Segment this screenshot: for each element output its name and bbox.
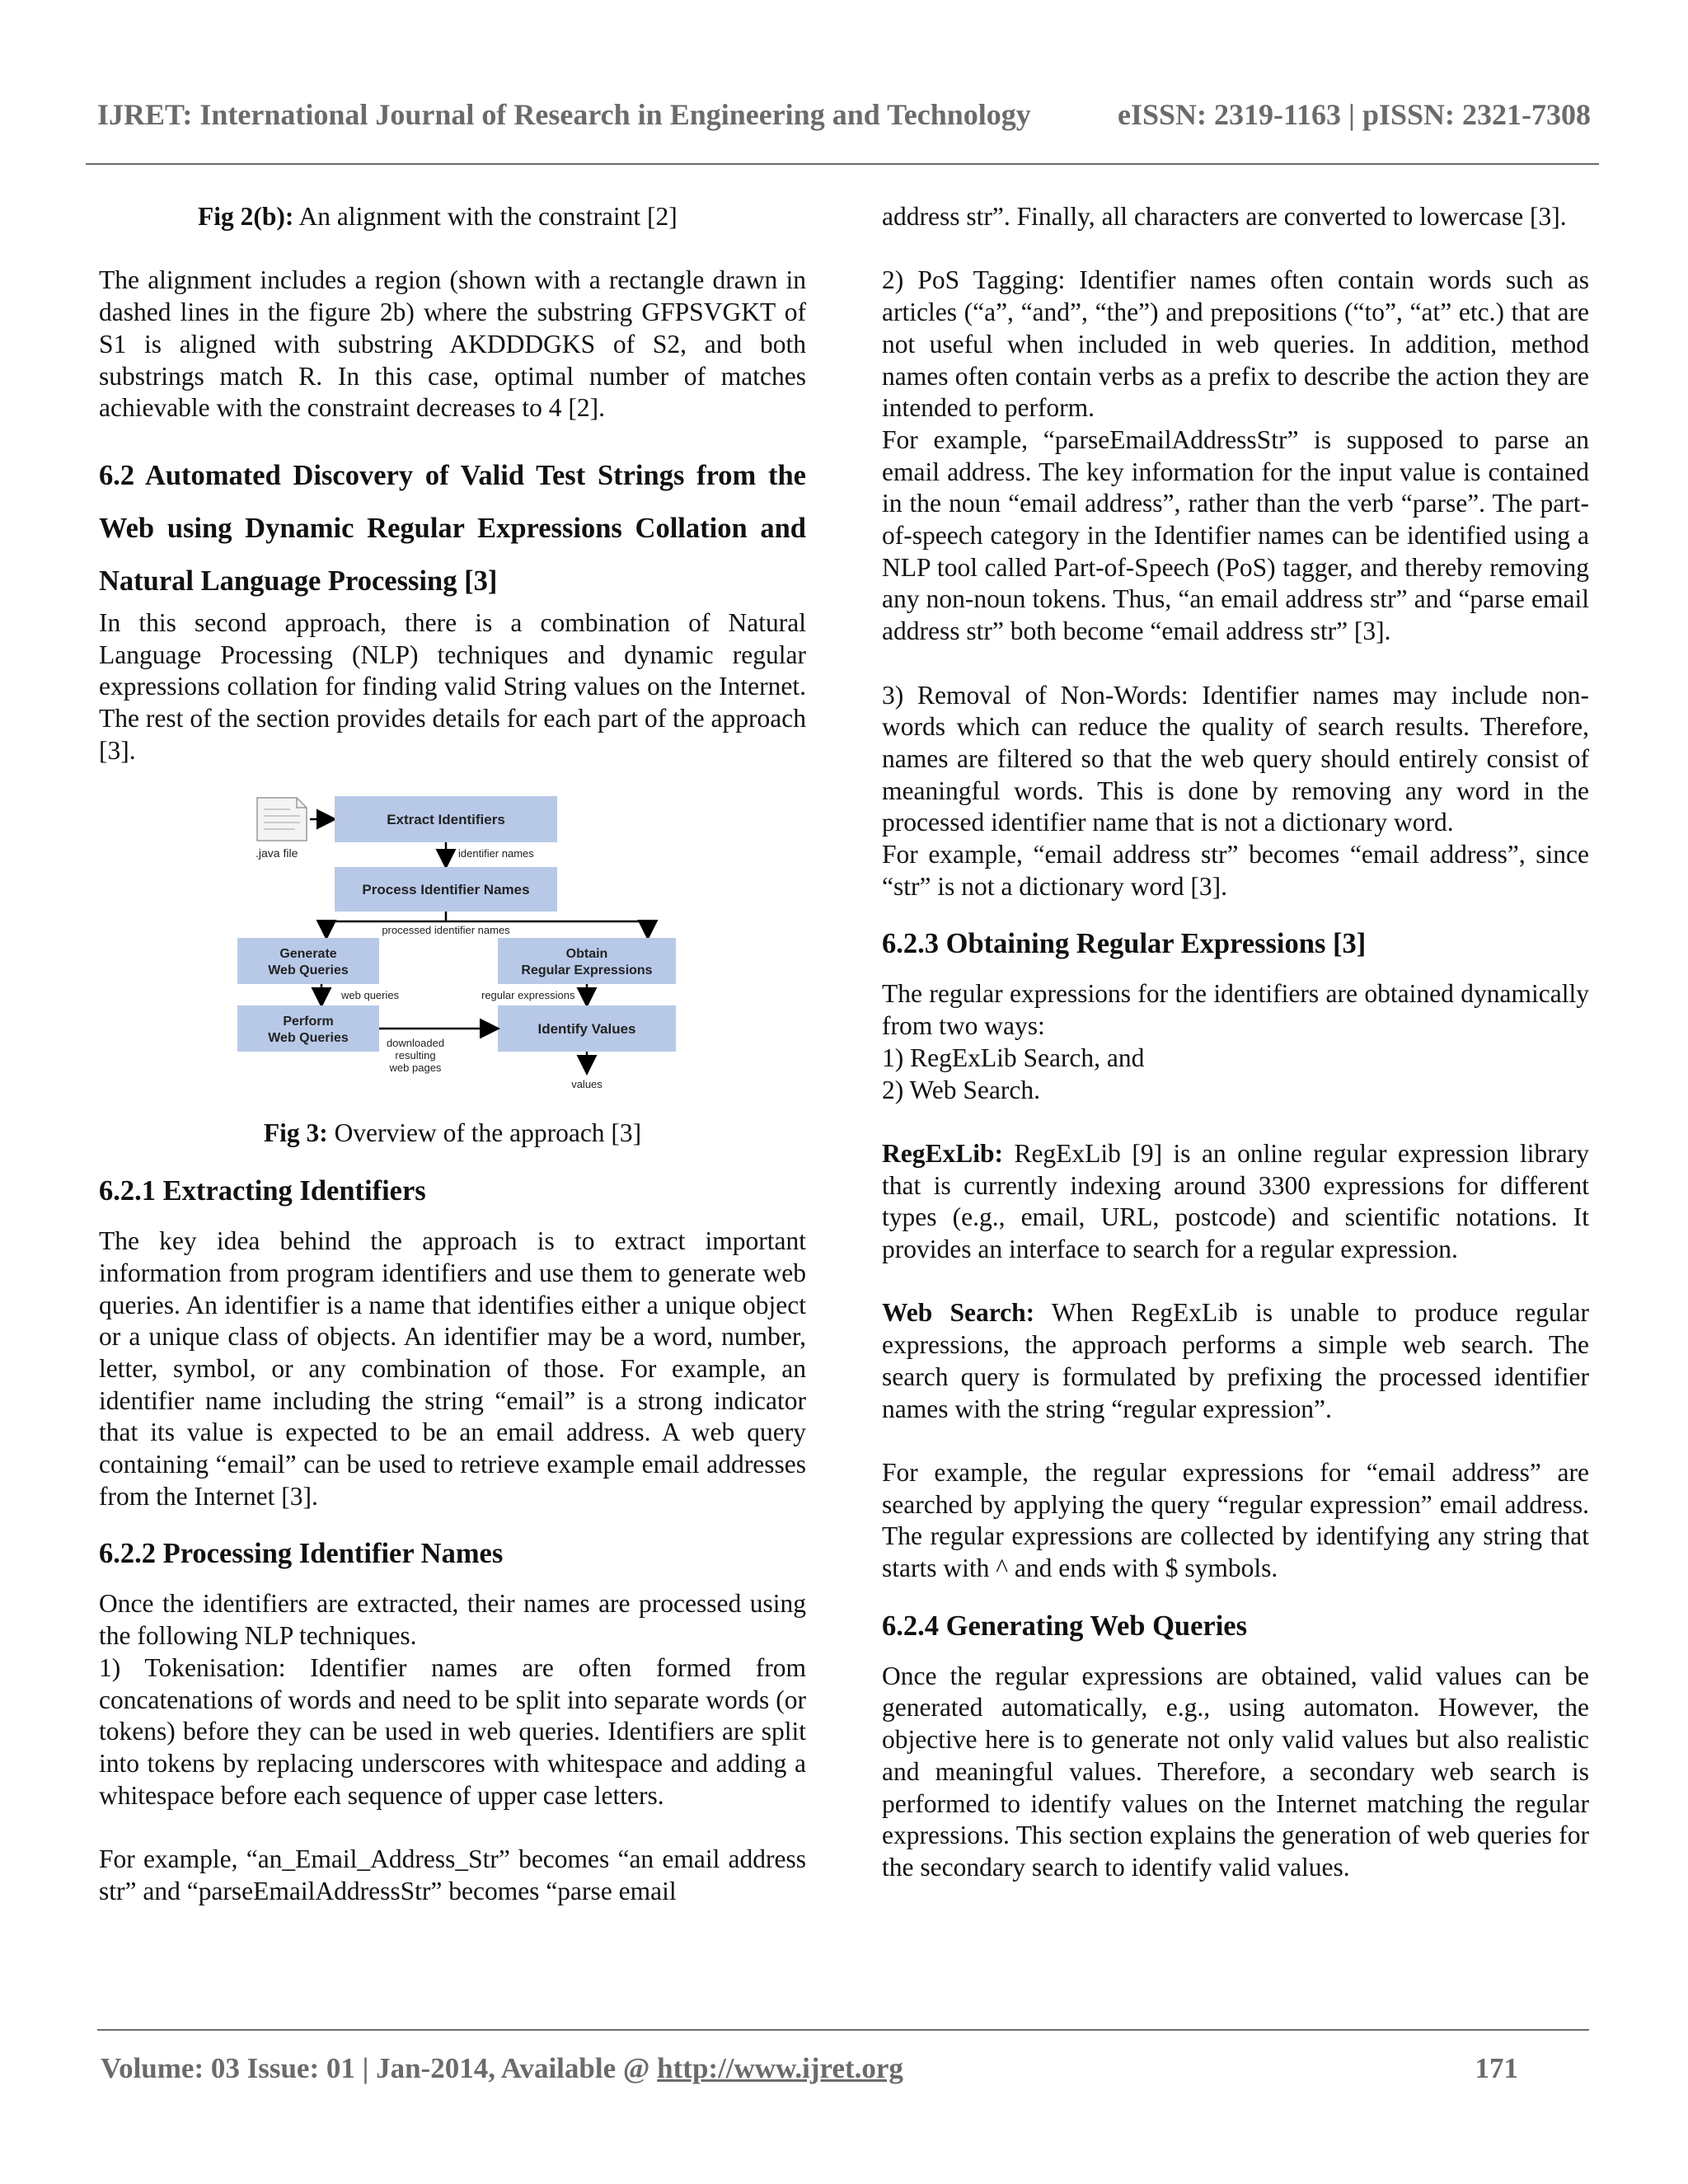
footer-volume-text: Volume: 03 Issue: 01 | Jan-2014, Available @ — [101, 2052, 658, 2084]
page-number: 171 — [1475, 2052, 1518, 2084]
page-header — [97, 97, 1591, 132]
paragraph-6-2-3: The regular expressions for the identifiers are obtained dynamically from two ways: — [882, 979, 1589, 1041]
section-6-2-2-heading: 6.2.2 Processing Identifier Names — [99, 1538, 504, 1570]
list-item-2: 2) Web Search. — [882, 1075, 1040, 1104]
extract-identifiers-label: Extract Identifiers — [387, 812, 505, 828]
paragraph-non-words: 3) Removal of Non-Words: Identifier names may include non-words which can reduce the quality of search results. Therefore, names are filtered so that the web query should entirely consist of meaningful words. This is done by removing any word in the processed identifier name that is not a dictionary word. — [882, 680, 1589, 837]
list-item-1: 1) RegExLib Search, and — [882, 1043, 1145, 1072]
values-label: values — [571, 1078, 603, 1091]
page-footer — [101, 2052, 1518, 2085]
paragraph-6-2-2: Once the identifiers are extracted, their names are processed using the following NLP techniques. — [99, 1589, 806, 1651]
paragraph-pos-example: For example, “parseEmailAddressStr” is supposed to parse an email address. The key information for the input value is contained in the noun “email address”, rather than the verb “parse”. The part-of-speech category in the Identifier names can be identified using a NLP tool called Part-of-Speech (PoS) tagger, and thereby removing any non-noun tokens. Thus, “an email address str” and “parse email address str” both become “email address str” [3]. — [882, 424, 1589, 646]
regexlib-text: RegExLib [9] is an online regular expression library that is currently indexing around 3300 expressions for different types (e.g., email, URL, postcode) and scientific notations. It provides an interface to search for a regular expression. — [882, 1138, 1589, 1264]
web-search-text: When RegExLib is unable to produce regular expressions, the approach performs a simple web search. The search query is formulated by prefixing the processed identifier names with the string “regular expression”. — [882, 1298, 1589, 1423]
paragraph-alignment: The alignment includes a region (shown with a rectangle drawn in dashed lines in the figure 2b) where the substring GFPSVGKT of S1 is aligned with substring AKDDDGKS of S2, and both substrings match R. In this case, optimal number of matches achievable with the constraint decreases to 4 [2]. — [99, 265, 806, 423]
paragraph-continued: address str”. Finally, all characters are converted to lowercase [3]. — [882, 202, 1567, 231]
identify-values-label: Identify Values — [537, 1021, 636, 1038]
paragraph-6-2-4: Once the regular expressions are obtained, valid values can be generated automatically, e.g., using automaton. However, the objective here is to generate not only valid values but also realistic and meaningful values. Therefore, a secondary web search is performed to identify values on the Internet matching the regular expressions. This section explains the generation of web queries for the secondary search to identify valid values. — [882, 1661, 1589, 1882]
generate-label-2: Web Queries — [268, 963, 349, 978]
downloaded-label-1: downloaded — [386, 1037, 445, 1050]
paragraph-regex-example: For example, the regular expressions for “email address” are searched by applying the query “regular expression” email address. The regular expressions are collected by identifying any string that starts with ^ and ends with $ symbols. — [882, 1457, 1589, 1583]
perform-label-1: Perform — [283, 1015, 334, 1029]
generate-label-1: Generate — [279, 947, 337, 962]
java-file-icon — [257, 798, 307, 841]
paragraph-pos-tagging: 2) PoS Tagging: Identifier names often contain words such as articles (“a”, “and”, “the”) and prepositions (“to”, “at” etc.) that are not useful when included in web queries. In addition, method names often contain verbs as a prefix to describe the action they are intended to perform. — [882, 265, 1589, 423]
fig2b-label: Fig 2(b): — [198, 202, 294, 231]
figure-3-diagram — [99, 790, 806, 1111]
right-column — [882, 201, 1589, 1884]
web-queries-label: web queries — [341, 989, 400, 1002]
processed-identifier-names-label: processed identifier names — [382, 924, 510, 937]
journal-issn: eISSN: 2319-1163 | pISSN: 2321-7308 — [1118, 98, 1591, 131]
paragraph-tokenisation: 1) Tokenisation: Identifier names are often formed from concatenations of words and need to be split into separate words (or tokens) before they can be used in web queries. Identifiers are split into tokens by replacing underscores with whitespace and adding a whitespace before each sequence of upper case letters. — [99, 1652, 806, 1810]
identifier-names-label: identifier names — [458, 847, 534, 860]
perform-label-2: Web Queries — [268, 1031, 349, 1046]
web-search-label: Web Search: — [882, 1298, 1035, 1328]
paragraph-tokenisation-example: For example, “an_Email_Address_Str” becomes “an email address str” and “parseEmailAddressStr” becomes “parse email — [99, 1844, 806, 1905]
paragraph-web-search — [882, 1297, 1589, 1425]
paragraph-6-2: In this second approach, there is a combination of Natural Language Processing (NLP) techniques and dynamic regular expressions collation for finding valid String values on the Internet. The rest of the section provides details for each part of the approach [3]. — [99, 607, 806, 765]
journal-link[interactable]: http://www.ijret.org — [657, 2052, 903, 2084]
downloaded-label-2: resulting — [395, 1049, 436, 1062]
journal-title: IJRET: International Journal of Research in Engineering and Technology — [97, 98, 1031, 131]
section-6-2-4-heading: 6.2.4 Generating Web Queries — [882, 1610, 1248, 1642]
fig2b-caption — [99, 201, 806, 233]
section-6-2-3-heading: 6.2.3 Obtaining Regular Expressions [3] — [882, 928, 1367, 960]
obtain-label-1: Obtain — [565, 947, 608, 962]
header-rule — [86, 163, 1599, 165]
section-6-2-heading: 6.2 Automated Discovery of Valid Test Strings from the Web using Dynamic Regular Expressions Collation and Natural Language Processing [3] — [99, 459, 806, 597]
fig2b-text: An alignment with the constraint [2] — [293, 202, 678, 231]
footer-volume — [101, 2052, 903, 2085]
fig3-label: Fig 3: — [263, 1118, 328, 1148]
left-column — [99, 201, 806, 1907]
downloaded-label-3: web pages — [389, 1062, 442, 1075]
flowchart — [99, 790, 806, 1111]
fig3-caption — [99, 1118, 806, 1150]
process-identifier-names-label: Process Identifier Names — [362, 882, 530, 898]
java-file-label: .java file — [256, 846, 298, 860]
paragraph-non-words-example: For example, “email address str” becomes “email address”, since “str” is not a dictionary word [3]. — [882, 840, 1589, 901]
paragraph-regexlib — [882, 1138, 1589, 1266]
fig3-text: Overview of the approach [3] — [327, 1118, 642, 1148]
footer-rule — [97, 2029, 1589, 2031]
obtain-label-2: Regular Expressions — [521, 963, 653, 978]
regular-expressions-label: regular expressions — [481, 989, 575, 1002]
paragraph-6-2-1: The key idea behind the approach is to extract important information from program identifiers and use them to generate web queries. An identifier is a name that identifies either a unique object or a unique class of objects. An identifier may be a word, number, letter, symbol, or any combination of those. For example, an identifier name including the string “email” is a strong indicator that its value is expected to be an email address. A web query containing “email” can be used to retrieve example email addresses from the Internet [3]. — [99, 1226, 806, 1511]
regexlib-label: RegExLib: — [882, 1138, 1004, 1168]
section-6-2-1-heading: 6.2.1 Extracting Identifiers — [99, 1175, 426, 1207]
